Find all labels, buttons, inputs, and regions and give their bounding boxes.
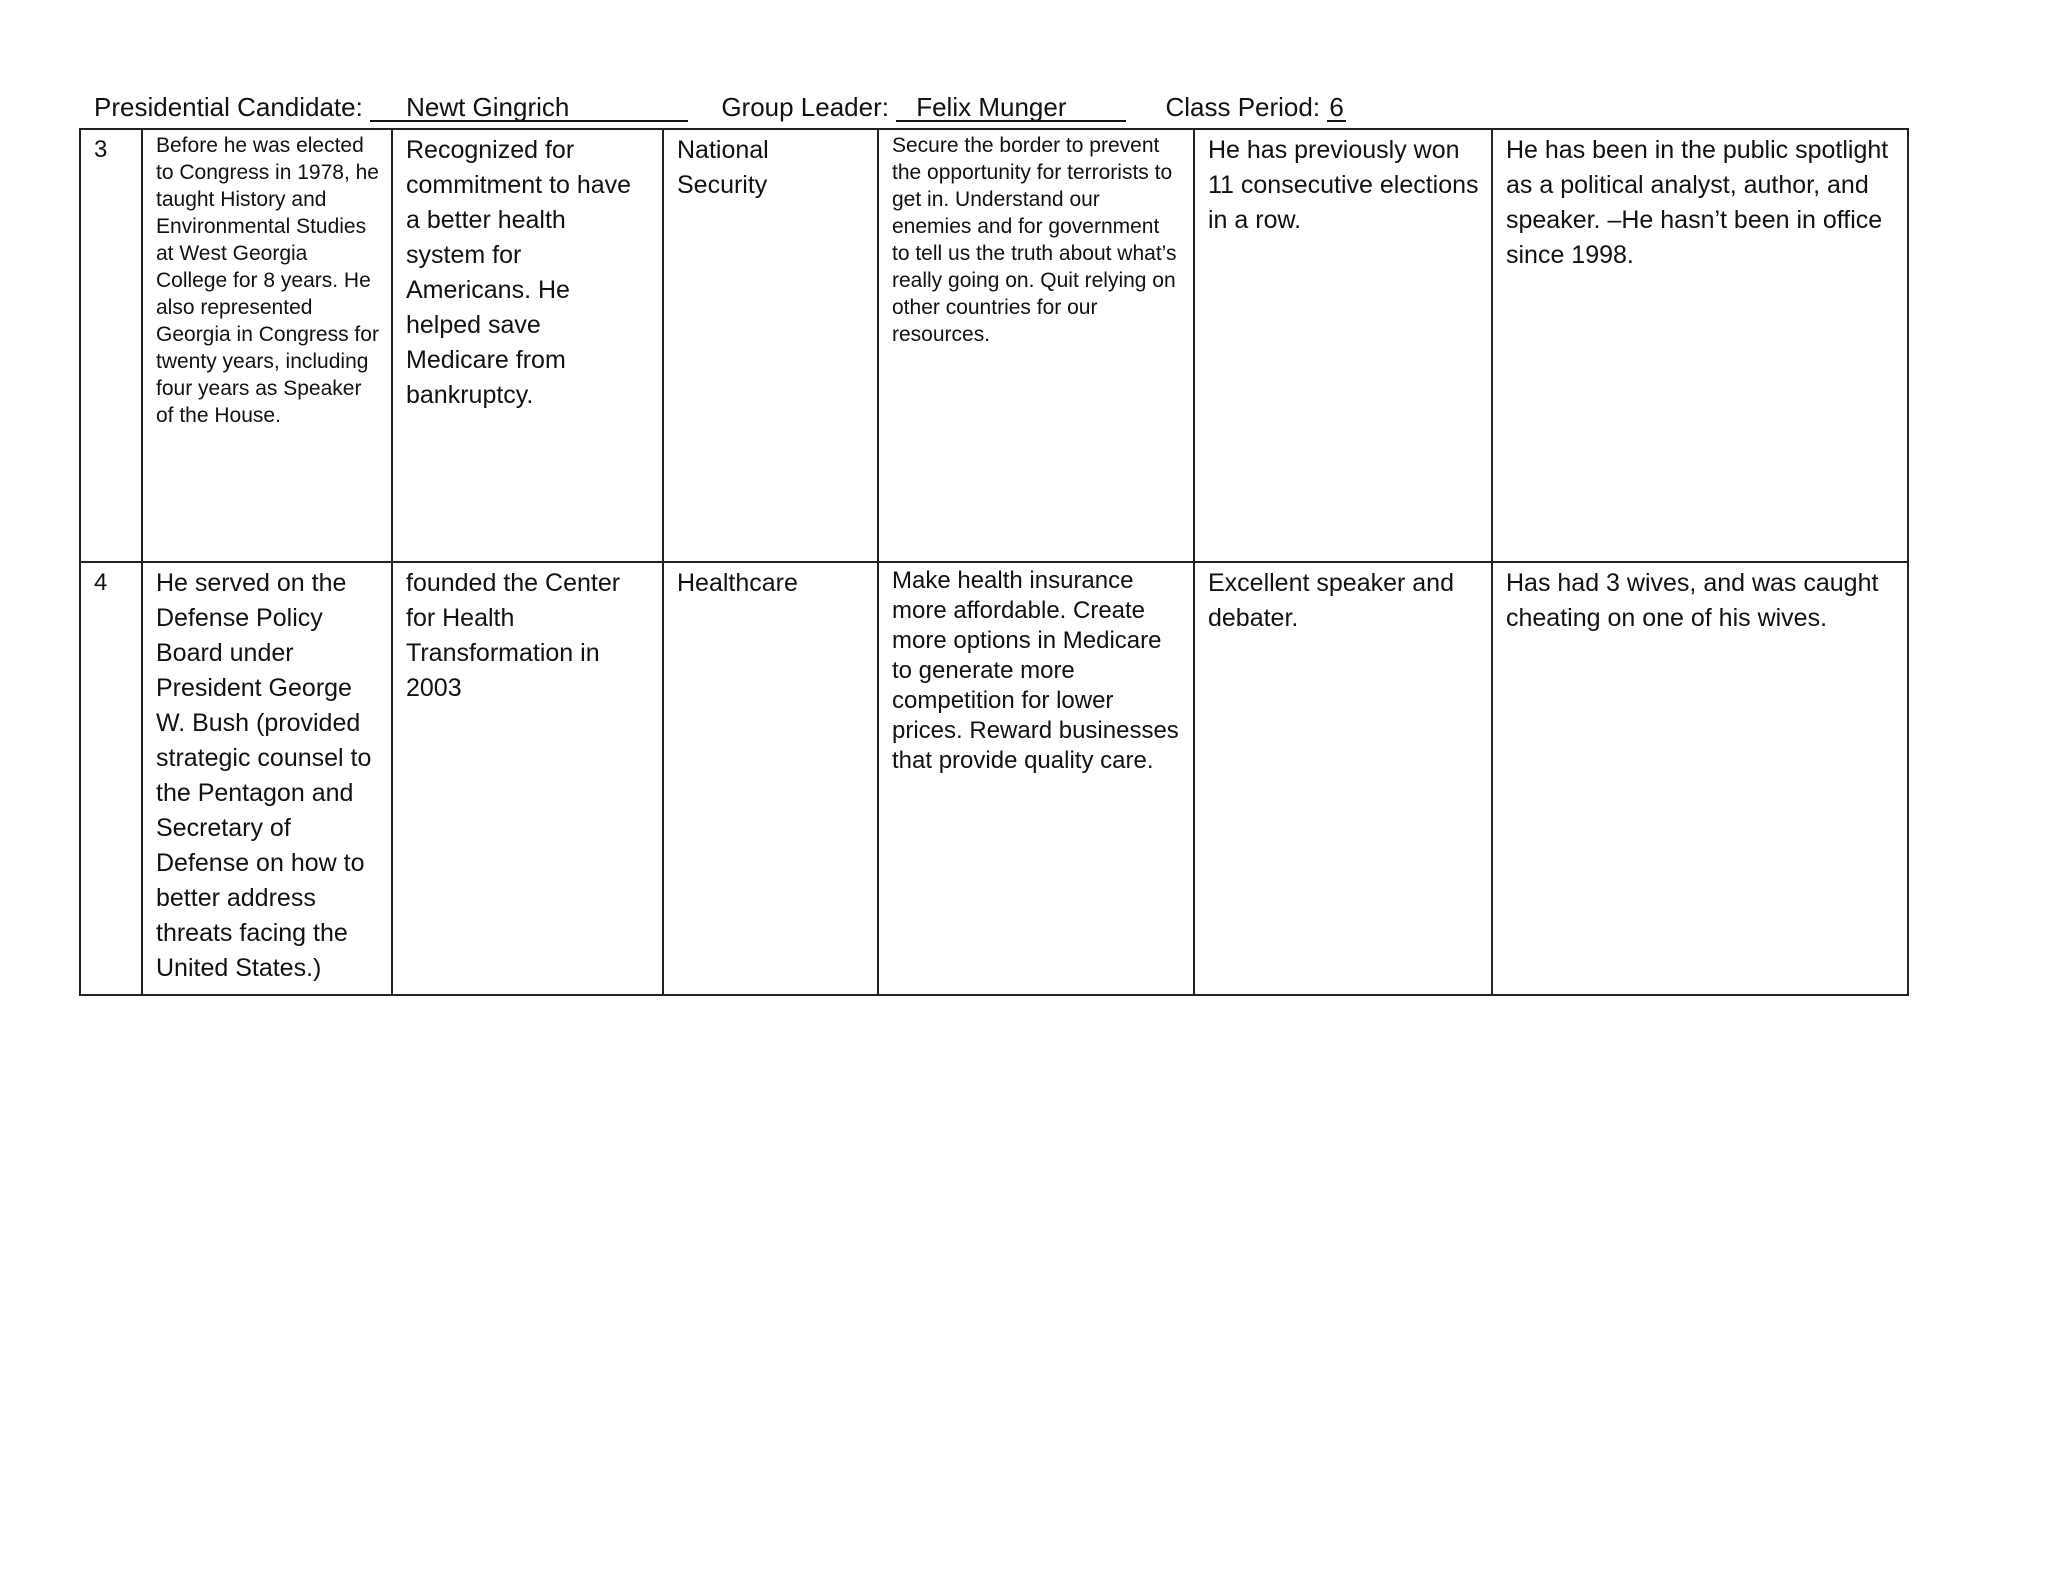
- class-period-label: Class Period:: [1165, 92, 1321, 122]
- class-period-value: 6: [1329, 92, 1344, 122]
- candidate-label: Presidential Candidate:: [94, 92, 363, 122]
- accomplishment-cell: founded the Center for Health Transformation in 2003: [392, 562, 663, 995]
- candidate-table: [79, 128, 1909, 996]
- group-leader-value: Felix Munger: [896, 94, 1126, 122]
- form-header: [94, 92, 1346, 122]
- position-cell: Make health insurance more affordable. Create more options in Medicare to generate more competition for lower prices. Reward businesses that provide quality care.: [878, 562, 1194, 995]
- weakness-cell: He has been in the public spotlight as a political analyst, author, and speaker. –He hasn’t been in office since 1998.: [1492, 129, 1908, 562]
- background-cell: Before he was elected to Congress in 1978, he taught History and Environmental Studies at West Georgia College for 8 years. He also represented Georgia in Congress for twenty years, including four years as Speaker of the House.: [142, 129, 392, 562]
- issue-cell: Healthcare: [663, 562, 878, 995]
- row-number: 4: [80, 562, 142, 995]
- background-cell: He served on the Defense Policy Board under President George W. Bush (provided strategic counsel to the Pentagon and Secretary of Defense on how to better address threats facing the United States.): [142, 562, 392, 995]
- weakness-cell: Has had 3 wives, and was caught cheating on one of his wives.: [1492, 562, 1908, 995]
- issue-cell: National Security: [663, 129, 878, 562]
- candidate-value: Newt Gingrich: [370, 94, 688, 122]
- table-row: [80, 129, 1908, 562]
- row-number: 3: [80, 129, 142, 562]
- strength-cell: Excellent speaker and debater.: [1194, 562, 1492, 995]
- strength-cell: He has previously won 11 consecutive elections in a row.: [1194, 129, 1492, 562]
- position-cell: Secure the border to prevent the opportunity for terrorists to get in. Understand our enemies and for government to tell us the truth about what’s really going on. Quit relying on other countries for our resources.: [878, 129, 1194, 562]
- table-row: [80, 562, 1908, 995]
- group-leader-label: Group Leader:: [721, 92, 889, 122]
- accomplishment-cell: Recognized for commitment to have a better health system for Americans. He helped save Medicare from bankruptcy.: [392, 129, 663, 562]
